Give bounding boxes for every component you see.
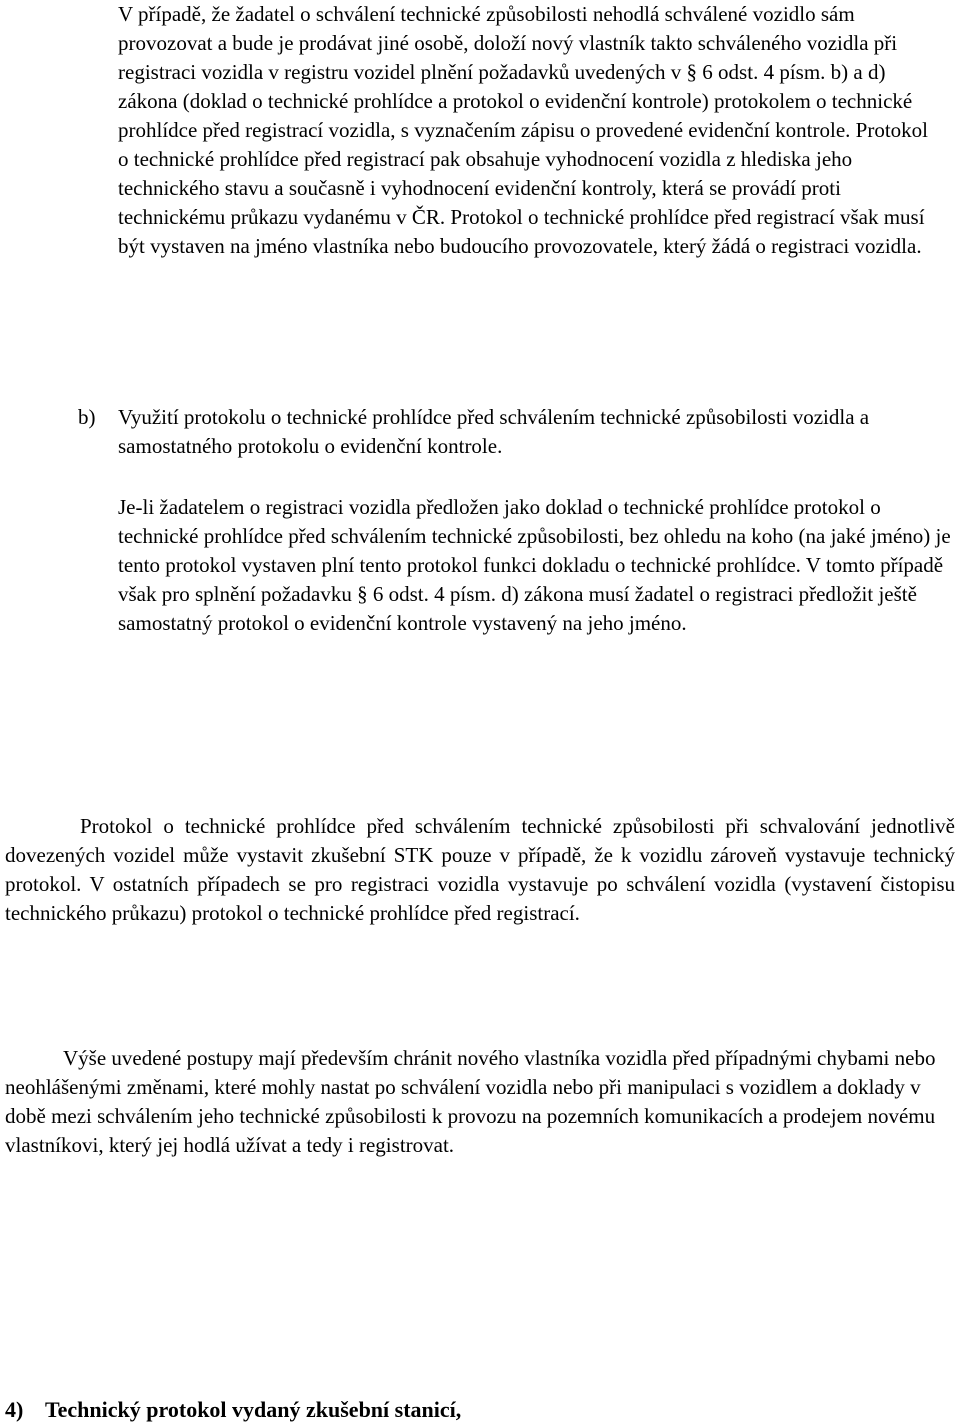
section-number: 4) [5, 1397, 24, 1422]
paragraph-imported-vehicles: Protokol o technické prohlídce před schválením technické způsobilosti při schvalování jednotlivě dovezených vozidel může vystavit zkušební STK pouze v případě, že k vozidlu zároveň vystavuje technický protokol. V ostatních případech se pro registraci vozidla vystavuje po schválení vozidla (vystavení čistopisu technického průkazu) protokol o technické prohlídce před registrací. [5, 814, 955, 925]
list-item-label: b) [78, 405, 96, 429]
paragraph-registration-new-owner: V případě, že žadatel o schválení technické způsobilosti nehodlá schválené vozidlo sám provozovat a bude je prodávat jiné osobě, doloží nový vlastník takto schváleného vozidla při registraci vozidla v registru vozidel plnění požadavků uvedených v § 6 odst. 4 písm. b) a d) zákona (doklad o technické prohlídce a protokol o evidenční kontrole) protokolem o technické prohlídce před registrací vozidla, s vyznačením zápisu o provedené evidenční kontrole. Protokol o technické prohlídce před registrací pak obsahuje vyhodnocení vozidla z hlediska jeho technického stavu a současně i vyhodnocení evidenční kontroly, která se provádí proti technickému průkazu vydanému v ČR. Protokol o technické prohlídce před registrací však musí být vystaven na jméno vlastníka nebo budoucího provozovatele, který žádá o registraci vozidla. [118, 2, 928, 258]
paragraph-purpose: Výše uvedené postupy mají především chránit nového vlastníka vozidla před případnými chybami nebo neohlášenými změnami, které mohly nastat po schválení vozidla nebo při manipulaci s vozidlem a doklady v době mezi schválením jeho technické způsobilosti k provozu na pozemních komunikacích a prodejem novému vlastníkovi, který jej hodlá užívat a tedy i registrovat. [5, 1046, 936, 1157]
section-title: Technický protokol vydaný zkušební stanicí, [45, 1397, 462, 1422]
section-heading-4 [5, 1395, 905, 1424]
list-item-text: Využití protokolu o technické prohlídce před schválením technické způsobilosti vozidla a samostatného protokolu o evidenční kontrole. [118, 405, 870, 458]
paragraph-separate-protocol: Je-li žadatelem o registraci vozidla předložen jako doklad o technické prohlídce protokol o technické prohlídce před schválením technické způsobilosti, bez ohledu na koho (na jaké jméno) je tento protokol vystaven plní tento protokol funkci dokladu o technické prohlídce. V tomto případě však pro splnění požadavku § 6 odst. 4 písm. d) zákona musí žadatel o registraci předložit ještě samostatný protokol o evidenční kontrole vystavený na jeho jméno. [118, 495, 951, 635]
list-item-b [78, 403, 958, 461]
